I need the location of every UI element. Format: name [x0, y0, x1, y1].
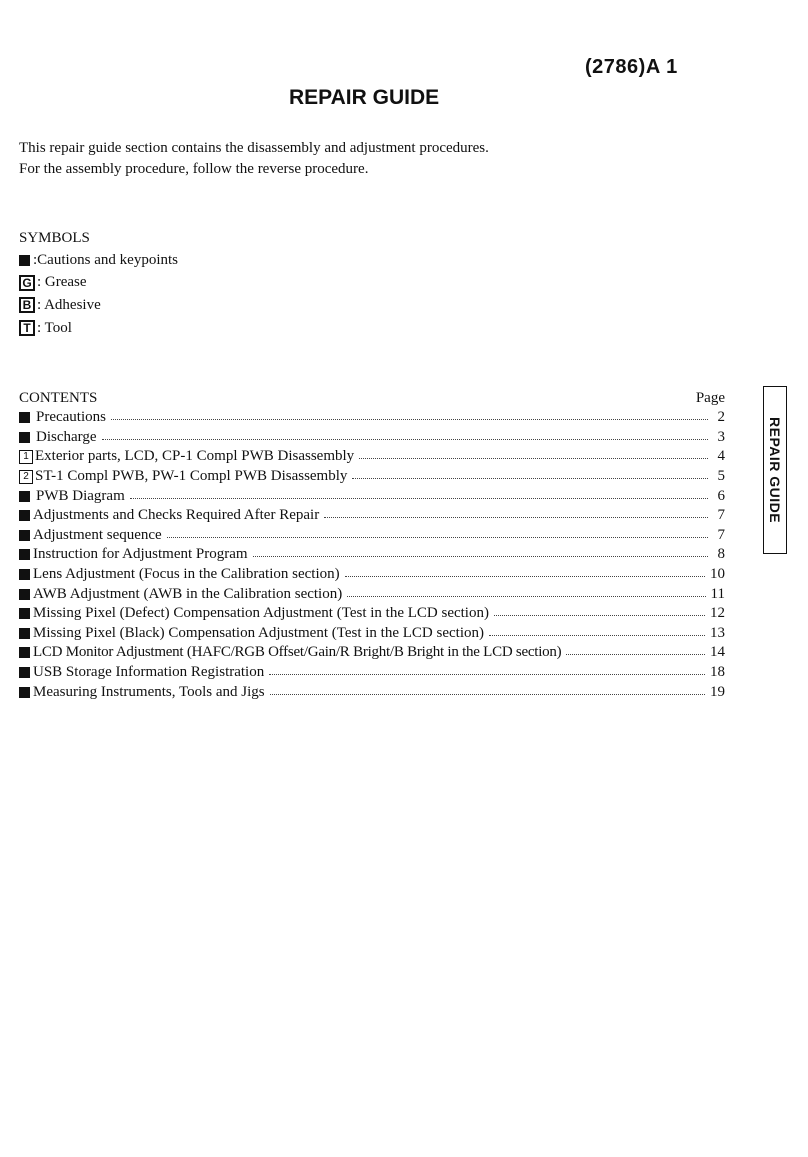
symbol-adhesive-label: : Adhesive: [37, 296, 101, 313]
toc-entry-adjustment-sequence[interactable]: [19, 526, 725, 546]
symbol-grease-label: : Grease: [37, 274, 87, 291]
symbol-caution: [19, 249, 178, 272]
toc-entry-title: Discharge: [36, 428, 97, 445]
toc-entry-pwb-diagram[interactable]: [19, 486, 725, 506]
dot-leader: [489, 635, 705, 636]
grease-icon: G: [19, 275, 35, 291]
toc-entry-adjustments-checks[interactable]: [19, 506, 725, 526]
toc-entry-missing-pixel-defect[interactable]: [19, 604, 725, 624]
toc-entry-missing-pixel-black[interactable]: [19, 624, 725, 644]
black-square-icon: [19, 569, 33, 580]
black-square-icon: [19, 628, 33, 639]
toc-page-number: 6: [717, 487, 725, 504]
dot-leader: [253, 556, 708, 557]
dot-leader: [324, 517, 708, 518]
toc-entry-title: Precautions: [36, 409, 106, 426]
toc-entry-lcd-monitor-adjustment[interactable]: [19, 643, 725, 663]
toc-page-number: 4: [717, 448, 725, 465]
black-square-icon: [19, 549, 33, 560]
black-square-icon: [19, 530, 33, 541]
toc-page-number: 7: [717, 526, 725, 543]
section-side-tab: [763, 386, 787, 554]
black-square-icon: [19, 687, 33, 698]
symbol-tool: [19, 317, 178, 340]
toc-page-number: 8: [717, 546, 725, 563]
intro-line-1: This repair guide section contains the disassembly and adjustment procedures.: [19, 140, 489, 156]
symbols-heading: SYMBOLS: [19, 229, 90, 246]
toc-entry-measuring-instruments[interactable]: [19, 682, 725, 702]
symbol-adhesive: [19, 294, 178, 317]
toc-entry-precautions[interactable]: [19, 408, 725, 428]
page-title: REPAIR GUIDE: [289, 86, 440, 109]
black-square-icon: [19, 510, 33, 521]
toc-page-number: 18: [710, 664, 725, 681]
toc-entry-lens-adjustment[interactable]: [19, 565, 725, 585]
dot-leader: [167, 537, 708, 538]
dot-leader: [347, 596, 705, 597]
toc-entry-exterior-disassembly[interactable]: [19, 447, 725, 467]
symbol-tool-label: : Tool: [37, 319, 72, 336]
dot-leader: [130, 498, 708, 499]
tool-icon: T: [19, 320, 35, 336]
toc-entry-title: Adjustments and Checks Required After Repair: [33, 507, 320, 524]
dot-leader: [269, 674, 705, 675]
dot-leader: [359, 458, 708, 459]
black-square-icon: [19, 255, 30, 266]
symbol-grease: [19, 272, 178, 295]
toc-entry-title: ST-1 Compl PWB, PW-1 Compl PWB Disassembly: [35, 468, 348, 485]
dot-leader: [270, 694, 705, 695]
black-square-icon: [19, 667, 33, 678]
toc-entry-usb-storage[interactable]: [19, 663, 725, 683]
table-of-contents: [19, 388, 725, 702]
dot-leader: [566, 654, 705, 655]
intro-line-2: For the assembly procedure, follow the reverse procedure.: [19, 160, 369, 177]
contents-header: [19, 388, 725, 408]
toc-page-number: 13: [710, 624, 725, 641]
toc-entry-title: Measuring Instruments, Tools and Jigs: [33, 683, 265, 700]
black-square-icon: [19, 432, 36, 443]
number-two-icon: 2: [19, 470, 33, 484]
black-square-icon: [19, 647, 33, 658]
toc-entry-title: Lens Adjustment (Focus in the Calibration section): [33, 566, 340, 583]
toc-page-number: 7: [717, 507, 725, 524]
toc-entry-title: Missing Pixel (Black) Compensation Adjustment (Test in the LCD section): [33, 624, 484, 641]
toc-page-number: 19: [710, 683, 725, 700]
toc-entry-discharge[interactable]: [19, 428, 725, 448]
toc-entry-awb-adjustment[interactable]: [19, 584, 725, 604]
toc-entry-title: Exterior parts, LCD, CP-1 Compl PWB Disassembly: [35, 448, 355, 465]
toc-entry-title: AWB Adjustment (AWB in the Calibration section): [33, 585, 343, 602]
side-tab-label: REPAIR GUIDE: [767, 416, 783, 524]
toc-page-number: 14: [710, 644, 725, 661]
black-square-icon: [19, 589, 33, 600]
toc-page-number: 2: [717, 409, 725, 426]
dot-leader: [345, 576, 705, 577]
dot-leader: [102, 439, 708, 440]
contents-heading: CONTENTS: [19, 389, 98, 406]
adhesive-icon: B: [19, 297, 35, 313]
toc-page-number: 5: [717, 468, 725, 485]
toc-page-number: 11: [710, 585, 725, 602]
dot-leader: [111, 419, 708, 420]
toc-entry-st1-disassembly[interactable]: [19, 467, 725, 487]
black-square-icon: [19, 412, 36, 423]
toc-entry-title: LCD Monitor Adjustment (HAFC/RGB Offset/Gain/R Bright/B Bright in the LCD section): [33, 644, 562, 661]
toc-page-number: 3: [717, 428, 725, 445]
toc-page-number: 12: [710, 605, 725, 622]
dot-leader: [494, 615, 705, 616]
number-one-icon: 1: [19, 450, 33, 464]
document-code: (2786)A 1: [585, 56, 678, 78]
toc-page-number: 10: [710, 566, 725, 583]
toc-entry-title: PWB Diagram: [36, 487, 125, 504]
toc-entry-title: USB Storage Information Registration: [33, 664, 265, 681]
black-square-icon: [19, 491, 36, 502]
symbol-caution-label: :Cautions and keypoints: [33, 251, 178, 268]
black-square-icon: [19, 608, 33, 619]
intro-paragraph: [19, 138, 489, 179]
toc-entry-title: Adjustment sequence: [33, 526, 162, 543]
dot-leader: [352, 478, 708, 479]
toc-entry-adjustment-program[interactable]: [19, 545, 725, 565]
toc-entry-title: Instruction for Adjustment Program: [33, 546, 248, 563]
symbols-legend: [19, 227, 178, 339]
page-column-label: Page: [695, 389, 725, 406]
toc-entry-title: Missing Pixel (Defect) Compensation Adjustment (Test in the LCD section): [33, 605, 489, 622]
